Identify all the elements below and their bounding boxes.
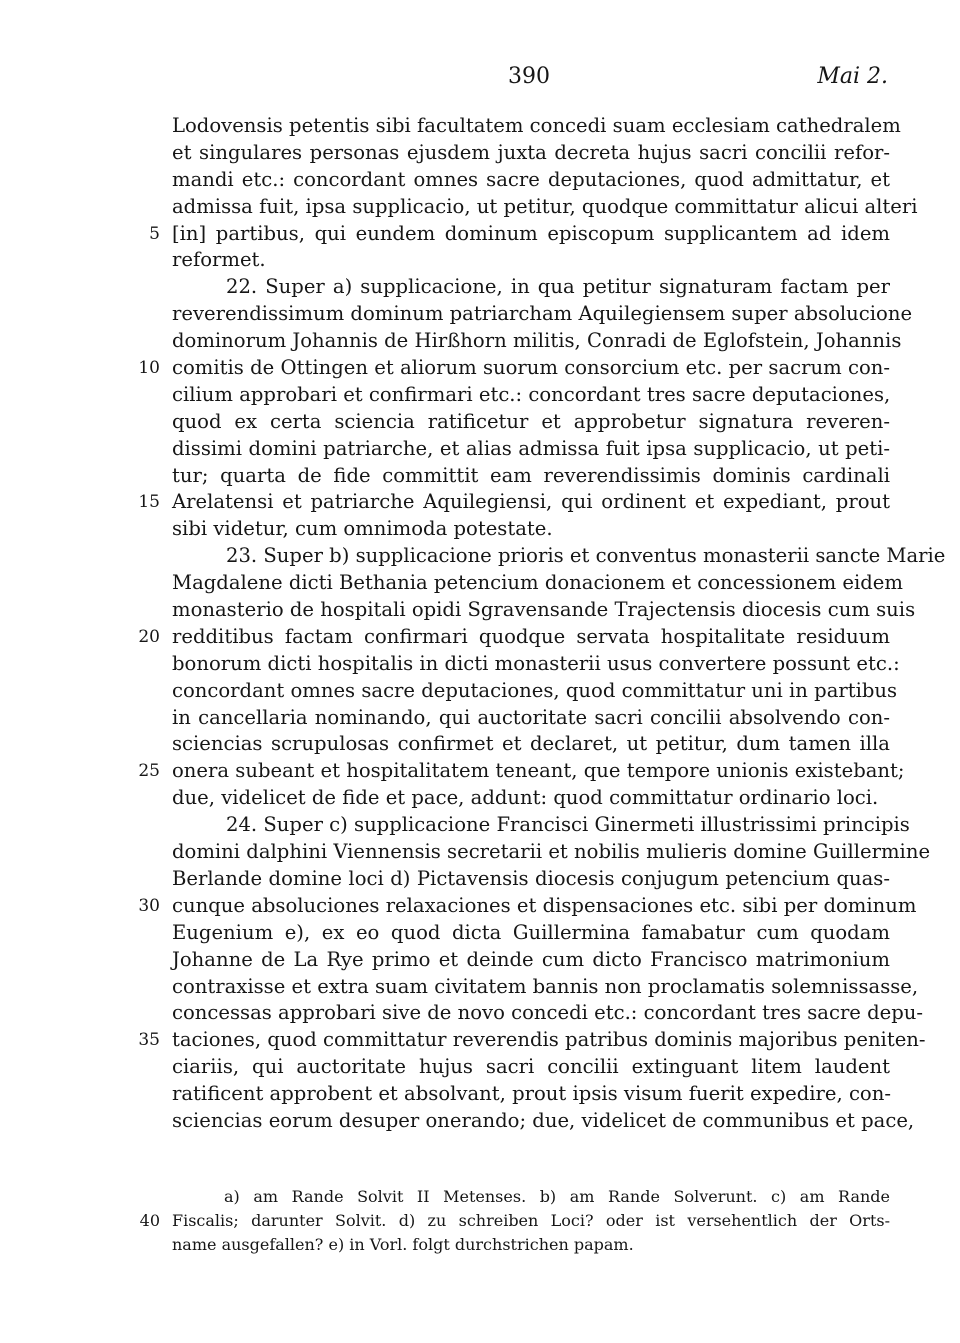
text-line-text: redditibus factam confirmari quodque servata hospitalitate residuum	[172, 624, 890, 648]
text-line-text: admissa fuit, ipsa supplicacio, ut petitur, quodque committatur alicui alteri	[172, 194, 918, 218]
text-line-text: in cancellaria nominando, qui auctoritate sacri concilii absolvendo con-	[172, 705, 890, 729]
text-line	[172, 1000, 924, 1027]
footnote-line-text: a) am Rande Solvit II Metenses. b) am Rande Solverunt. c) am Rande	[224, 1187, 890, 1206]
text-line	[172, 274, 890, 301]
text-line-text: dissimi domini patriarche, et alias admissa fuit ipsa supplicacio, ut peti-	[172, 436, 890, 460]
text-line	[172, 839, 931, 866]
text-line	[149, 221, 890, 248]
text-line	[172, 1081, 890, 1108]
line-number: 5	[149, 223, 160, 244]
text-line-text: quod ex certa sciencia ratificetur et approbetur signatura reveren-	[172, 409, 890, 433]
footnote-line-text: name ausgefallen? e) in Vorl. folgt durchstrichen papam.	[172, 1235, 634, 1254]
text-line-text: 23. Super b) supplicacione prioris et conventus monasterii sancte Marie	[226, 544, 946, 568]
text-line	[172, 194, 918, 221]
text-line-text: monasterio de hospitali opidi Sgravensande Trajectensis diocesis cum suis	[172, 598, 916, 622]
page-number: 390	[508, 64, 550, 89]
text-line	[172, 705, 890, 732]
text-line	[172, 920, 890, 947]
text-line-text: contraxisse et extra suam civitatem bannis non proclamatis solemnissasse,	[172, 974, 919, 998]
footnote-line	[139, 1209, 890, 1233]
text-line-text: et singulares personas ejusdem juxta decreta hujus sacri concilii refor-	[172, 140, 890, 164]
text-line	[172, 678, 898, 705]
text-line	[172, 812, 910, 839]
text-line-text: cilium approbari et confirmari etc.: concordant tres sacre deputaciones,	[172, 382, 891, 406]
text-line-text: ciariis, qui auctoritate hujus sacri concilii extinguant litem laudent	[172, 1055, 890, 1079]
text-line	[172, 651, 900, 678]
text-line-text: 22. Super a) supplicacione, in qua petitur signaturam factam per	[226, 275, 890, 299]
footnotes	[139, 1185, 890, 1257]
page-header	[0, 64, 960, 94]
text-line-text: Johanne de La Rye primo et deinde cum dicto Francisco matrimonium	[172, 947, 890, 971]
text-line	[138, 355, 890, 382]
text-line-text: dominorum Johannis de Hirßhorn militis, Conradi de Eglofstein, Johannis	[172, 329, 902, 353]
text-line	[172, 516, 890, 543]
text-line-text: reverendissimum dominum patriarcham Aquilegiensem super absolucione	[172, 302, 913, 326]
text-line-text: Lodovensis petentis sibi facultatem concedi suam ecclesiam cathedralem	[172, 114, 901, 137]
text-line	[172, 113, 901, 140]
text-line	[172, 382, 890, 409]
line-number: 10	[138, 358, 160, 379]
text-line	[138, 893, 917, 920]
text-line	[172, 140, 890, 167]
text-line-text: Magdalene dicti Bethania petencium donacionem et concessionem eidem	[172, 571, 903, 595]
text-line-text: taciones, quod committatur reverendis patribus dominis majoribus peniten-	[172, 1028, 926, 1052]
text-line	[138, 758, 905, 785]
text-line	[172, 1054, 890, 1081]
line-number: 20	[138, 626, 160, 647]
line-number: 35	[138, 1030, 160, 1051]
text-line	[172, 301, 913, 328]
text-line	[172, 463, 890, 490]
text-line	[172, 247, 890, 274]
text-line	[172, 543, 946, 570]
text-line	[172, 785, 890, 812]
text-line	[172, 570, 903, 597]
line-number: 25	[138, 761, 160, 782]
text-line-text: onera subeant et hospitalitatem teneant, que tempore unionis existebant;	[172, 759, 905, 783]
text-line-text: [in] partibus, qui eundem dominum episcopum supplicantem ad idem	[172, 221, 890, 245]
text-line-text: tur; quarta de fide committit eam reverendissimis dominis cardinali	[172, 463, 890, 487]
text-line	[138, 489, 890, 516]
text-line-text: sciencias scrupulosas confirmet et declaret, ut petitur, dum tamen illa	[172, 732, 890, 756]
text-line	[172, 409, 890, 436]
footnote-line	[172, 1233, 890, 1257]
text-line-text: concordant omnes sacre deputaciones, quod committatur uni in partibus	[172, 678, 898, 702]
running-head: Mai 2.	[817, 64, 888, 89]
text-line	[172, 597, 916, 624]
text-line	[138, 1027, 926, 1054]
text-line-text: cunque absoluciones relaxaciones et dispensaciones etc. sibi per dominum	[172, 893, 917, 917]
line-number: 15	[138, 492, 160, 513]
text-line-text: reformet.	[172, 248, 266, 272]
text-line-text: Berlande domine loci d) Pictavensis diocesis conjugum petencium quas-	[172, 866, 890, 890]
text-line-text: 24. Super c) supplicacione Francisci Ginermeti illustrissimi principis	[226, 813, 910, 837]
text-line	[172, 731, 890, 758]
text-line	[172, 974, 919, 1001]
text-line-text: mandi etc.: concordant omnes sacre deputaciones, quod admittatur, et	[172, 167, 890, 191]
text-line-text: ratificent approbent et absolvant, prout ipsis visum fuerit expedire, con-	[172, 1082, 891, 1106]
line-number: 30	[138, 895, 160, 916]
text-line-text: sciencias eorum desuper onerando; due, videlicet de communibus et pace,	[172, 1108, 915, 1132]
text-line	[172, 866, 890, 893]
text-line	[172, 436, 890, 463]
text-line	[172, 947, 890, 974]
text-line	[172, 1108, 915, 1135]
text-line	[172, 167, 890, 194]
text-line-text: sibi videtur, cum omnimoda potestate.	[172, 517, 553, 541]
text-line-text: Arelatensi et patriarche Aquilegiensi, qui ordinent et expediant, prout	[172, 490, 890, 514]
text-line-text: domini dalphini Viennensis secretarii et nobilis mulieris domine Guillermine	[172, 840, 931, 864]
text-line-text: due, videlicet de fide et pace, addunt: quod committatur ordinario loci.	[172, 786, 879, 810]
text-line-text: comitis de Ottingen et aliorum suorum consorcium etc. per sacrum con-	[172, 356, 890, 380]
text-line	[138, 624, 890, 651]
text-line-text: Eugenium e), ex eo quod dicta Guillermina famabatur cum quodam	[172, 920, 890, 944]
text-line-text: bonorum dicti hospitalis in dicti monasterii usus convertere possunt etc.:	[172, 651, 900, 675]
footnote-line	[172, 1185, 890, 1209]
footnote-line-text: Fiscalis; darunter Solvit. d) zu schreiben Loci? oder ist versehentlich der Orts-	[172, 1211, 890, 1230]
text-line	[172, 328, 902, 355]
body-text	[138, 113, 946, 1135]
line-number: 40	[139, 1211, 160, 1230]
text-line-text: concessas approbari sive de novo concedi etc.: concordant tres sacre depu-	[172, 1001, 924, 1025]
